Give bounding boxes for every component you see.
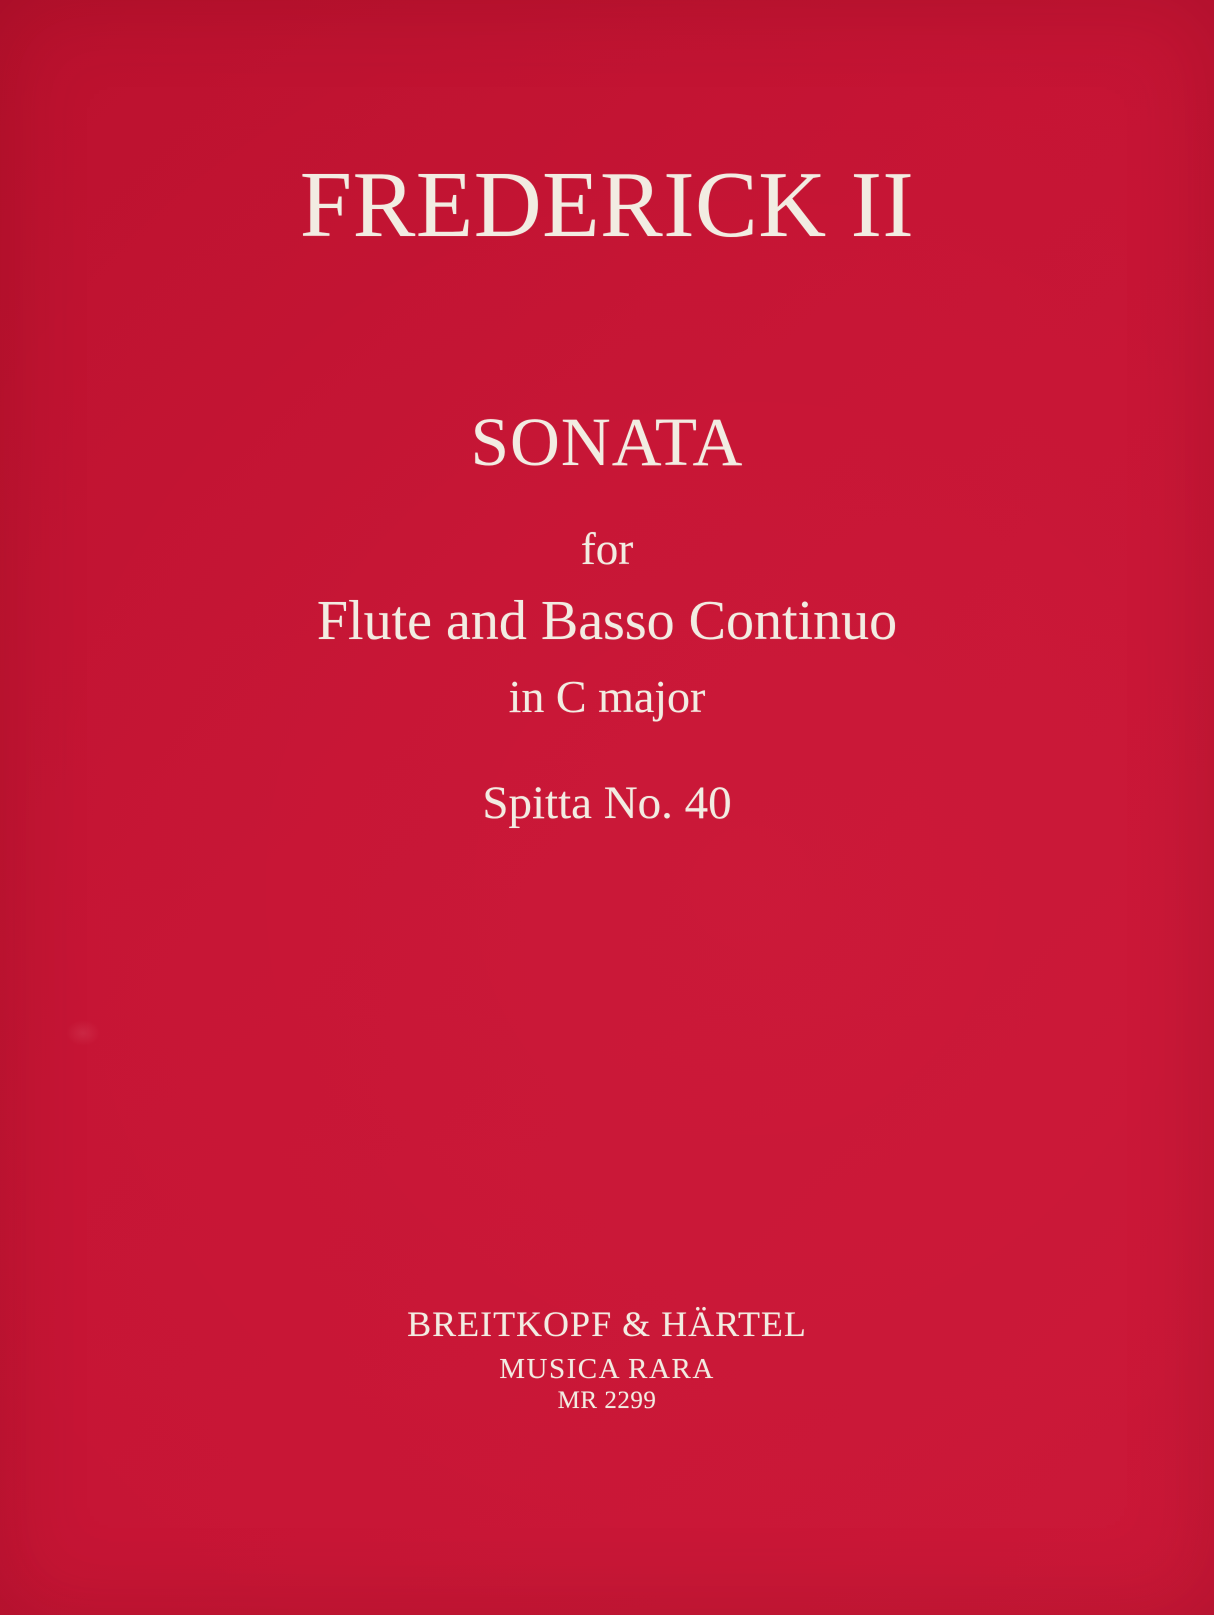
instrumentation: Flute and Basso Continuo bbox=[316, 590, 898, 652]
key-label: in C major bbox=[508, 671, 706, 722]
work-title: SONATA bbox=[470, 404, 744, 480]
composer-name: FREDERICK II bbox=[299, 153, 915, 257]
plate-number: MR 2299 bbox=[557, 1387, 657, 1414]
scan-smudge-artifact bbox=[66, 1020, 100, 1046]
publisher-name: BREITKOPF & HÄRTEL bbox=[407, 1304, 807, 1344]
catalog-number: Spitta No. 40 bbox=[482, 777, 732, 829]
imprint-name: MUSICA RARA bbox=[499, 1353, 715, 1385]
for-label: for bbox=[580, 524, 634, 574]
